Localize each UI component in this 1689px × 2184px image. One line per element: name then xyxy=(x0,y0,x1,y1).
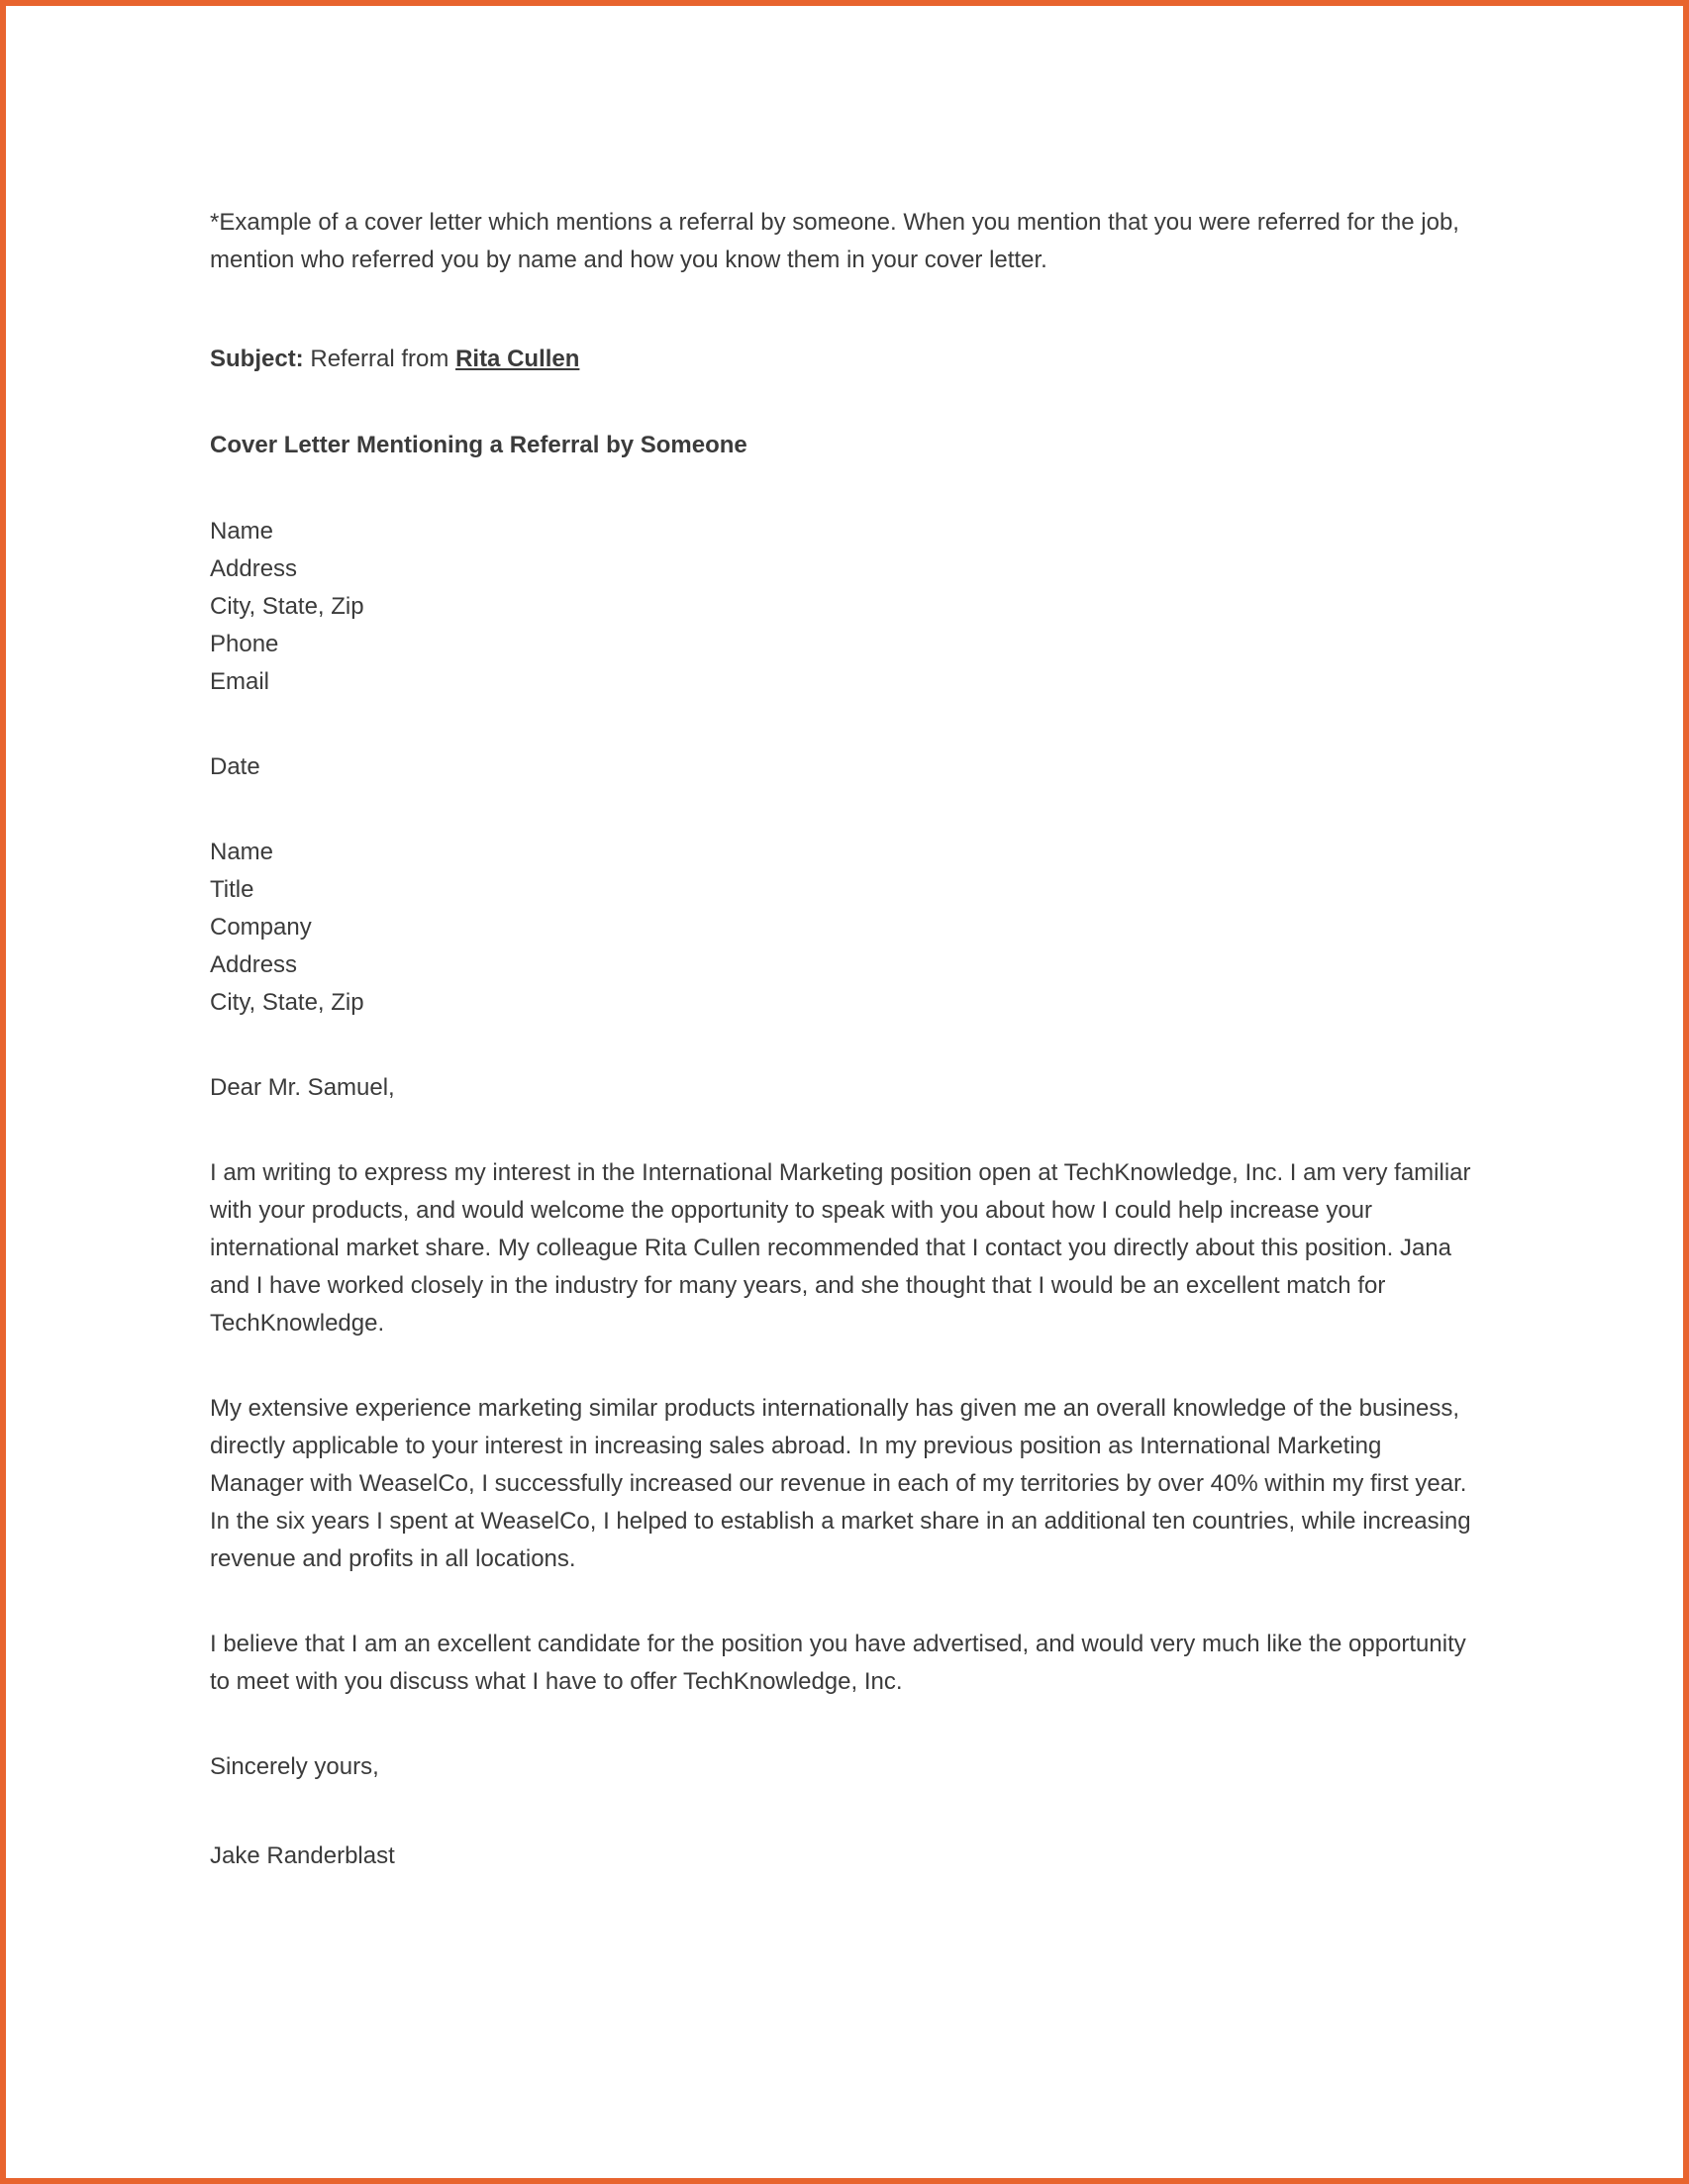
closing: Sincerely yours, xyxy=(210,1753,379,1780)
signature: Jake Randerblast xyxy=(210,1842,395,1869)
sender-address: Address xyxy=(210,555,298,582)
letter-content xyxy=(6,6,1683,1875)
body-paragraph-1: I am writing to express my interest in the International Marketing position open at TechKnowledge, Inc. I am very familiar with your products, and would welcome the opportunity to speak with you about how I could help increase your international market share. My colleague Rita Cullen recommended that I contact you directly about this position. Jana and I have worked closely in the industry for many years, and she thought that I would be an excellent match for TechKnowledge. xyxy=(210,1159,1471,1337)
recipient-name: Name xyxy=(210,839,274,865)
body-paragraph-3: I believe that I am an excellent candidate for the position you have advertised, and would very much like the opportunity to meet with you discuss what I have to offer TechKnowledge, Inc. xyxy=(210,1631,1466,1695)
recipient-address-block xyxy=(210,834,1477,1022)
example-note: *Example of a cover letter which mentions a referral by someone. When you mention that you were referred for the job, mention who referred you by name and how you know them in your cover letter. xyxy=(210,209,1459,273)
sender-city-state-zip: City, State, Zip xyxy=(210,593,364,620)
salutation: Dear Mr. Samuel, xyxy=(210,1074,395,1101)
subject-text: Referral from xyxy=(303,346,456,372)
date-line: Date xyxy=(210,753,260,780)
recipient-address: Address xyxy=(210,951,298,978)
body-paragraph-2: My extensive experience marketing similar products internationally has given me an overall knowledge of the business, directly applicable to your interest in increasing sales abroad. In my previous position as International Marketing Manager with WeaselCo, I successfully increased our revenue in each of my territories by over 40% within my first year. In the six years I spent at WeaselCo, I helped to establish a market share in an additional ten countries, while increasing revenue and profits in all locations. xyxy=(210,1395,1471,1572)
subject-label: Subject: xyxy=(210,346,304,372)
letter-title: Cover Letter Mentioning a Referral by Someone xyxy=(210,432,747,458)
subject-line xyxy=(210,341,1477,378)
sender-address-block xyxy=(210,513,1477,701)
recipient-city-state-zip: City, State, Zip xyxy=(210,989,364,1016)
recipient-title: Title xyxy=(210,876,254,903)
sender-name: Name xyxy=(210,518,274,545)
sender-email: Email xyxy=(210,668,270,695)
referral-name: Rita Cullen xyxy=(455,346,580,372)
sender-phone: Phone xyxy=(210,631,279,657)
recipient-company: Company xyxy=(210,914,312,941)
